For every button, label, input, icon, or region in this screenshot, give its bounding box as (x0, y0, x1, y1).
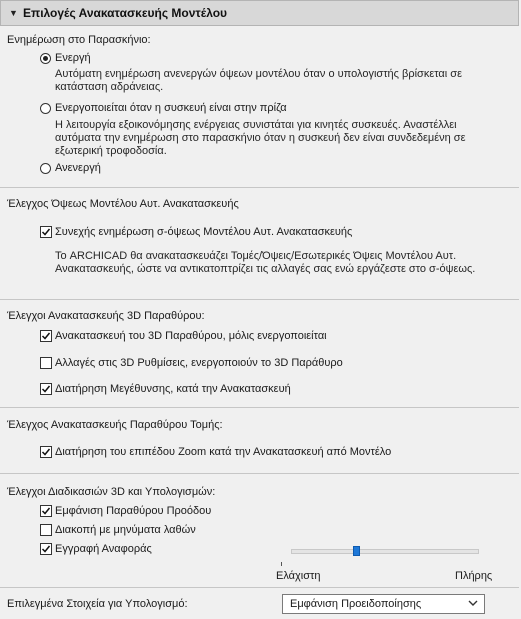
checkmark-icon (41, 331, 51, 341)
checkbox-write-report-label[interactable]: Εγγραφή Αναφοράς (55, 543, 152, 555)
checkbox-rebuild-3d-label[interactable]: Ανακατασκευή του 3D Παραθύρου, μόλις ενεργοποιείται (55, 330, 327, 342)
panel-header[interactable] (0, 0, 519, 26)
separator (0, 407, 519, 408)
checkmark-icon (41, 227, 51, 237)
panel-title: Επιλογές Ανακατασκευής Μοντέλου (23, 6, 228, 20)
model-view-section-label: Έλεγχος Όψεως Μοντέλου Αυτ. Ανακατασκευής (7, 198, 239, 210)
checkbox-3d-settings-changes-label[interactable]: Αλλαγές στις 3D Ρυθμίσεις, ενεργοποιούν το 3D Παράθυρο (55, 357, 343, 369)
checkmark-icon (41, 544, 51, 554)
checkmark-icon (41, 384, 51, 394)
checkbox-keep-zoom-section[interactable] (40, 446, 52, 458)
slider-tick (281, 562, 282, 566)
report-level-slider-track[interactable] (291, 549, 479, 554)
processes-section-label: Έλεγχοι Διαδικασιών 3D και Υπολογισμών: (7, 486, 216, 498)
checkbox-keep-zoom-3d-label[interactable]: Διατήρηση Μεγέθυνσης, κατά την Ανακατασκευή (55, 383, 291, 395)
calc-elements-select[interactable] (282, 594, 485, 614)
checkbox-progress-window[interactable] (40, 505, 52, 517)
radio-plugged-in[interactable] (40, 103, 51, 114)
checkbox-stop-on-errors-label[interactable]: Διακοπή με μηνύματα λαθών (55, 524, 196, 536)
report-level-slider-thumb[interactable] (353, 546, 360, 556)
window-3d-section-label: Έλεγχοι Ανακατασκευής 3D Παραθύρου: (7, 310, 205, 322)
checkbox-3d-settings-changes[interactable] (40, 357, 52, 369)
select-value: Εμφάνιση Προειδοποίησης (290, 598, 422, 610)
radio-plugged-in-description: Η λειτουργία εξοικονόμησης ενέργειας συνιστάται για κινητές συσκευές. Αναστέλλει αυτόματα την ενημέρωση στο παρασκήνιο όταν η συσκευή δεν είναι συνδεδεμένη σε εξωτερική τροφοδοσία. (55, 119, 466, 157)
separator (0, 299, 519, 300)
checkbox-rebuild-3d[interactable] (40, 330, 52, 342)
radio-inactive[interactable] (40, 163, 51, 174)
collapse-triangle-icon[interactable]: ▼ (9, 8, 18, 18)
model-view-description: Το ARCHICAD θα ανακατασκευάζει Τομές/Όψεις/Εσωτερικές Όψεις Μοντέλου Αυτ. Ανακατασκευής, ώστε να αντικατοπτρίζει τις αλλαγές σας ενώ εργάζεστε στο σ-όψεως. (55, 250, 476, 275)
checkbox-progress-window-label[interactable]: Εμφάνιση Παραθύρου Προόδου (55, 505, 212, 517)
checkbox-write-report[interactable] (40, 543, 52, 555)
radio-active-description: Αυτόματη ενημέρωση ανενεργών όψεων μοντέλου όταν ο υπολογιστής βρίσκεται σε κατάσταση αδράνειας. (55, 68, 462, 93)
radio-active-label[interactable]: Ενεργή (55, 52, 91, 64)
checkbox-continuous-update[interactable] (40, 226, 52, 238)
checkbox-continuous-update-label[interactable]: Συνεχής ενημέρωση σ-όψεως Μοντέλου Αυτ. Ανακατασκευής (55, 226, 353, 238)
checkbox-stop-on-errors[interactable] (40, 524, 52, 536)
chevron-down-icon (468, 600, 478, 607)
slider-min-label: Ελάχιστη (276, 570, 321, 582)
checkbox-keep-zoom-3d[interactable] (40, 383, 52, 395)
radio-plugged-in-label[interactable]: Ενεργοποιείται όταν η συσκευή είναι στην πρίζα (55, 102, 287, 114)
checkbox-keep-zoom-section-label[interactable]: Διατήρηση του επιπέδου Zoom κατά την Ανακατασκευή από Μοντέλο (55, 446, 392, 458)
separator (0, 473, 519, 474)
section-window-label: Έλεγχος Ανακατασκευής Παραθύρου Τομής: (7, 419, 223, 431)
checkmark-icon (41, 506, 51, 516)
checkmark-icon (41, 447, 51, 457)
separator (0, 187, 519, 188)
radio-inactive-label[interactable]: Ανενεργή (55, 162, 101, 174)
slider-max-label: Πλήρης (455, 570, 493, 582)
background-update-label: Ενημέρωση στο Παρασκήνιο: (7, 34, 151, 46)
radio-active[interactable] (40, 53, 51, 64)
separator (0, 587, 519, 588)
calc-elements-label: Επιλεγμένα Στοιχεία για Υπολογισμό: (7, 598, 188, 610)
